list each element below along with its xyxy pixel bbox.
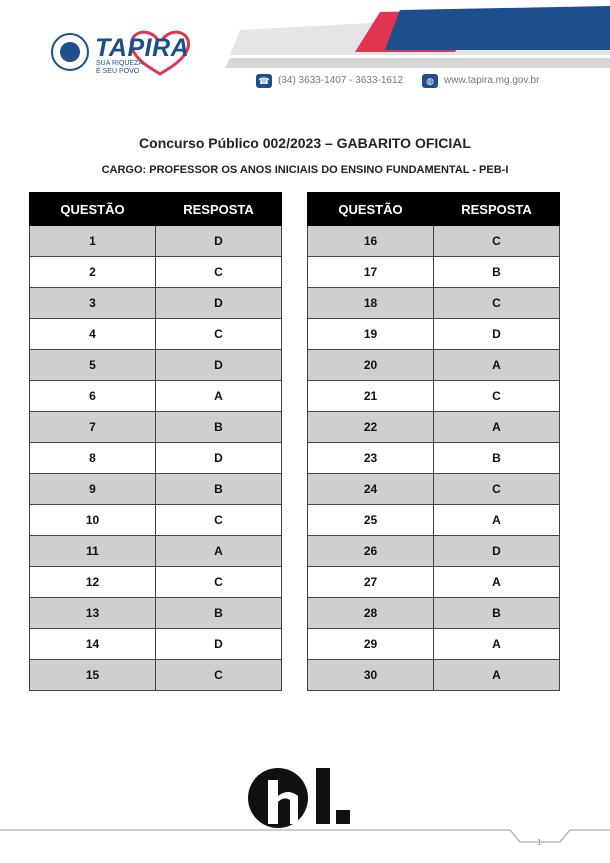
answer-letter: B bbox=[434, 443, 560, 474]
question-number: 29 bbox=[308, 629, 434, 660]
brand-name: TAPIRA bbox=[95, 34, 190, 62]
column-header-answer: RESPOSTA bbox=[156, 193, 282, 226]
answer-letter: C bbox=[434, 381, 560, 412]
page-subtitle: CARGO: PROFESSOR OS ANOS INICIAIS DO ENSINO FUNDAMENTAL - PEB-I bbox=[101, 164, 509, 176]
slogan-line-2: É SEU POVO bbox=[96, 68, 140, 75]
table-row bbox=[30, 567, 282, 598]
question-number: 11 bbox=[30, 536, 156, 567]
answer-table-right bbox=[307, 192, 560, 691]
question-number: 24 bbox=[308, 474, 434, 505]
question-number: 13 bbox=[30, 598, 156, 629]
footer-decoration bbox=[0, 820, 610, 863]
table-row bbox=[308, 350, 560, 381]
answer-letter: A bbox=[434, 629, 560, 660]
answer-letter: B bbox=[156, 598, 282, 629]
answer-letter: A bbox=[156, 536, 282, 567]
answer-letter: B bbox=[434, 257, 560, 288]
question-number: 28 bbox=[308, 598, 434, 629]
table-row bbox=[308, 319, 560, 350]
question-number: 10 bbox=[30, 505, 156, 536]
answer-letter: B bbox=[156, 412, 282, 443]
answer-letter: D bbox=[434, 536, 560, 567]
table-row bbox=[308, 598, 560, 629]
question-number: 18 bbox=[308, 288, 434, 319]
answer-letter: C bbox=[434, 474, 560, 505]
question-number: 17 bbox=[308, 257, 434, 288]
answer-letter: A bbox=[434, 412, 560, 443]
table-row bbox=[30, 536, 282, 567]
table-row bbox=[30, 505, 282, 536]
table-row bbox=[30, 381, 282, 412]
answer-letter: A bbox=[434, 350, 560, 381]
question-number: 30 bbox=[308, 660, 434, 691]
page-header bbox=[0, 0, 610, 100]
question-number: 2 bbox=[30, 257, 156, 288]
question-number: 19 bbox=[308, 319, 434, 350]
globe-icon: ◍ bbox=[422, 74, 438, 88]
question-number: 23 bbox=[308, 443, 434, 474]
answer-letter: A bbox=[434, 660, 560, 691]
answer-letter: C bbox=[156, 319, 282, 350]
answer-letter: D bbox=[156, 629, 282, 660]
table-row bbox=[308, 474, 560, 505]
table-row bbox=[308, 536, 560, 567]
phone-number: (34) 3633-1407 - 3633-1612 bbox=[278, 75, 404, 86]
question-number: 27 bbox=[308, 567, 434, 598]
table-row bbox=[30, 288, 282, 319]
table-row bbox=[30, 257, 282, 288]
table-row bbox=[30, 598, 282, 629]
table-row bbox=[30, 319, 282, 350]
table-row bbox=[308, 443, 560, 474]
answer-letter: A bbox=[434, 505, 560, 536]
answer-letter: C bbox=[156, 660, 282, 691]
question-number: 22 bbox=[308, 412, 434, 443]
question-number: 25 bbox=[308, 505, 434, 536]
table-row bbox=[30, 474, 282, 505]
question-number: 16 bbox=[308, 226, 434, 257]
website-link[interactable]: www.tapira.mg.gov.br bbox=[444, 75, 540, 86]
answer-letter: C bbox=[434, 288, 560, 319]
table-row bbox=[308, 629, 560, 660]
table-row bbox=[30, 350, 282, 381]
table-row bbox=[308, 412, 560, 443]
answer-letter: C bbox=[156, 567, 282, 598]
question-number: 7 bbox=[30, 412, 156, 443]
answer-letter: D bbox=[156, 350, 282, 381]
answer-letter: A bbox=[156, 381, 282, 412]
table-row bbox=[308, 257, 560, 288]
phone-icon: ☎ bbox=[256, 74, 272, 88]
answer-letter: A bbox=[434, 567, 560, 598]
table-row bbox=[308, 381, 560, 412]
page-number: 1 bbox=[537, 838, 542, 847]
table-row bbox=[30, 629, 282, 660]
question-number: 21 bbox=[308, 381, 434, 412]
answer-table-left bbox=[29, 192, 282, 691]
table-row bbox=[30, 226, 282, 257]
column-header-answer: RESPOSTA bbox=[434, 193, 560, 226]
answer-letter: D bbox=[156, 443, 282, 474]
column-header-question: QUESTÃO bbox=[308, 193, 434, 226]
table-row bbox=[308, 567, 560, 598]
table-row bbox=[30, 660, 282, 691]
table-row bbox=[30, 443, 282, 474]
question-number: 5 bbox=[30, 350, 156, 381]
table-row bbox=[30, 412, 282, 443]
answer-letter: C bbox=[156, 257, 282, 288]
answer-letter: D bbox=[156, 288, 282, 319]
question-number: 6 bbox=[30, 381, 156, 412]
question-number: 20 bbox=[308, 350, 434, 381]
table-row bbox=[308, 660, 560, 691]
answer-letter: B bbox=[156, 474, 282, 505]
answer-letter: B bbox=[434, 598, 560, 629]
table-row bbox=[308, 505, 560, 536]
question-number: 9 bbox=[30, 474, 156, 505]
answer-letter: D bbox=[156, 226, 282, 257]
slogan-line-1: SUA RIQUEZA bbox=[96, 60, 144, 67]
answer-letter: D bbox=[434, 319, 560, 350]
table-row bbox=[308, 226, 560, 257]
question-number: 14 bbox=[30, 629, 156, 660]
question-number: 15 bbox=[30, 660, 156, 691]
column-header-question: QUESTÃO bbox=[30, 193, 156, 226]
question-number: 8 bbox=[30, 443, 156, 474]
question-number: 12 bbox=[30, 567, 156, 598]
answer-letter: C bbox=[434, 226, 560, 257]
question-number: 1 bbox=[30, 226, 156, 257]
question-number: 4 bbox=[30, 319, 156, 350]
answer-letter: C bbox=[156, 505, 282, 536]
table-row bbox=[308, 288, 560, 319]
page-title: Concurso Público 002/2023 – GABARITO OFICIAL bbox=[139, 135, 471, 151]
question-number: 26 bbox=[308, 536, 434, 567]
question-number: 3 bbox=[30, 288, 156, 319]
